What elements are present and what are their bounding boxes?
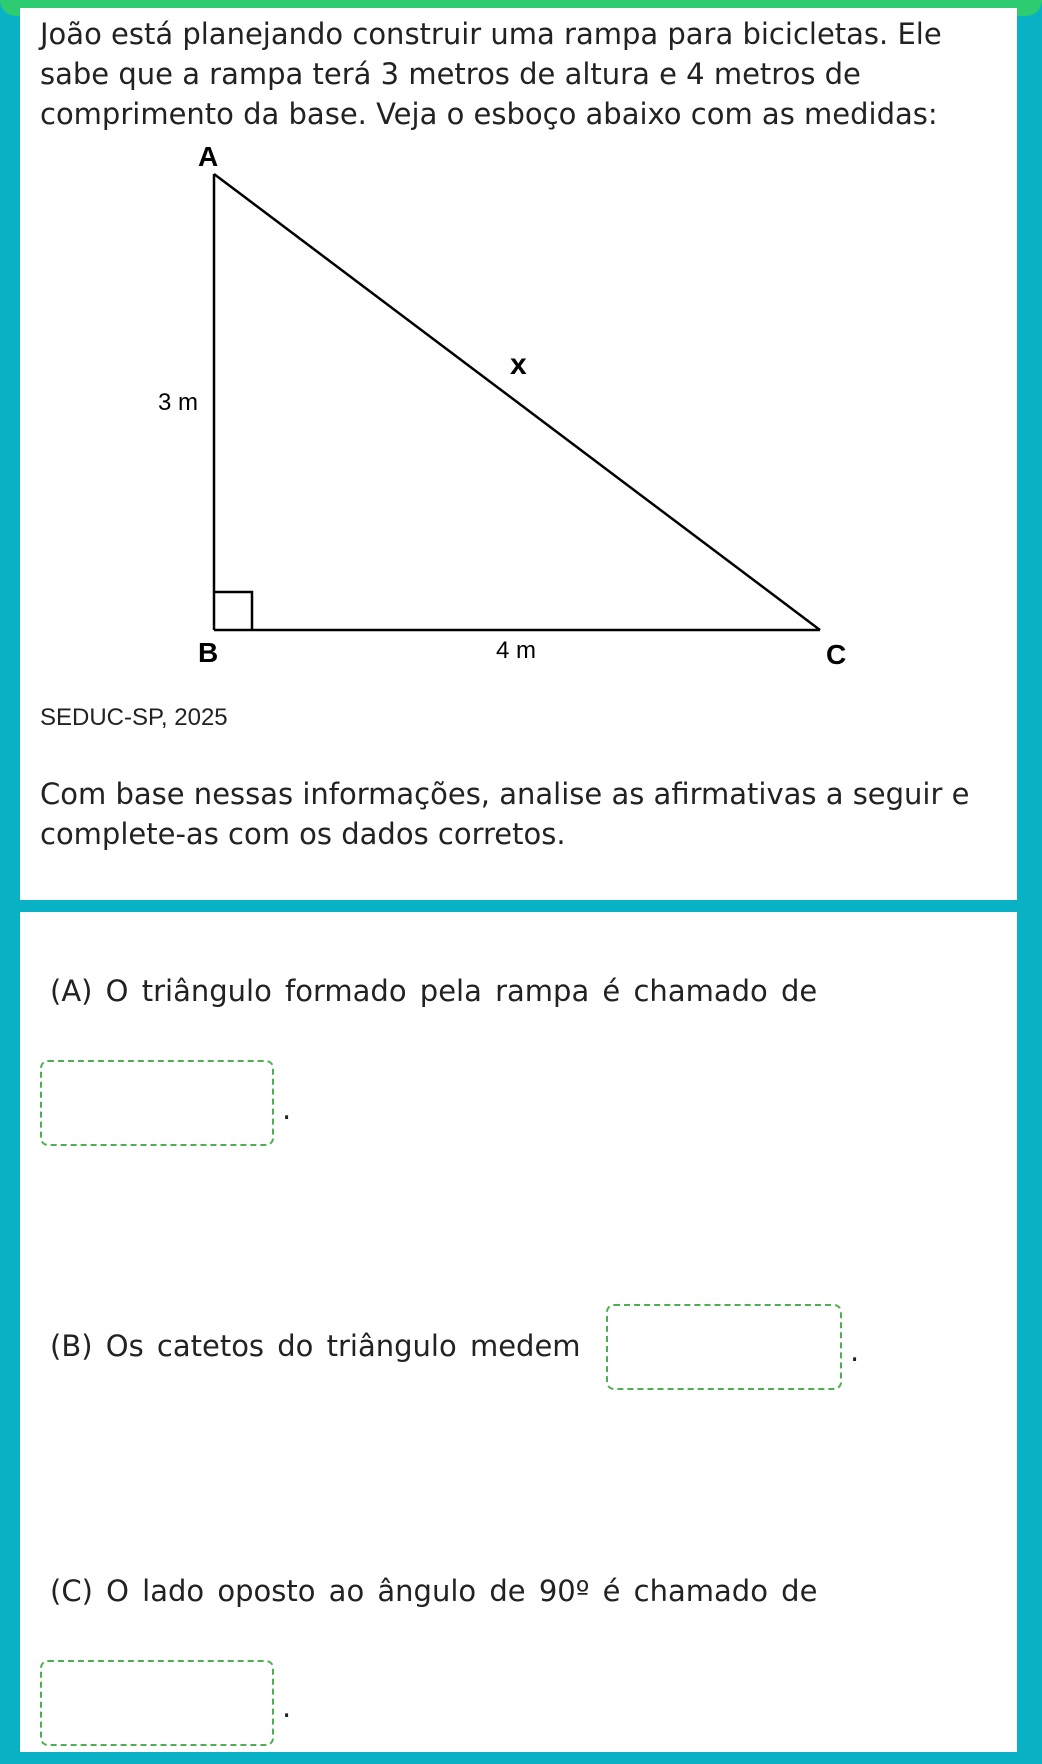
right-angle-marker xyxy=(214,592,252,630)
answer-b-field[interactable] xyxy=(606,1304,842,1390)
question-a-text: (A) O triângulo formado pela rampa é chamado de xyxy=(50,974,818,1008)
base-label: 4 m xyxy=(496,637,537,664)
ramp-triangle-diagram xyxy=(150,140,870,680)
height-label: 3 m xyxy=(158,389,199,416)
instruction-text: Com base nessas informações, analise as afirmativas a seguir e complete-as com os dados corretos. xyxy=(40,777,970,851)
side-ac xyxy=(214,174,820,630)
answer-a-period: . xyxy=(282,1092,292,1126)
bottom-frame-strip xyxy=(0,1752,1042,1764)
answer-c-field[interactable] xyxy=(40,1660,274,1746)
problem-intro: João está planejando construir uma rampa para bicicletas. Ele sabe que a rampa terá 3 metros de altura e 4 metros de comprimento da base. Veja o esboço abaixo com as medidas: xyxy=(40,17,942,131)
answer-c-period: . xyxy=(282,1690,292,1724)
hypotenuse-label: x xyxy=(510,348,527,381)
question-c-text: (C) O lado oposto ao ângulo de 90º é chamado de xyxy=(50,1574,818,1608)
answer-a-field[interactable] xyxy=(40,1060,274,1146)
vertex-b-label: B xyxy=(198,637,219,668)
question-b-text: (B) Os catetos do triângulo medem xyxy=(50,1329,581,1363)
answer-b-period: . xyxy=(850,1334,860,1368)
source-citation: SEDUC-SP, 2025 xyxy=(40,704,228,731)
vertex-a-label: A xyxy=(198,141,219,172)
vertex-c-label: C xyxy=(826,639,847,670)
